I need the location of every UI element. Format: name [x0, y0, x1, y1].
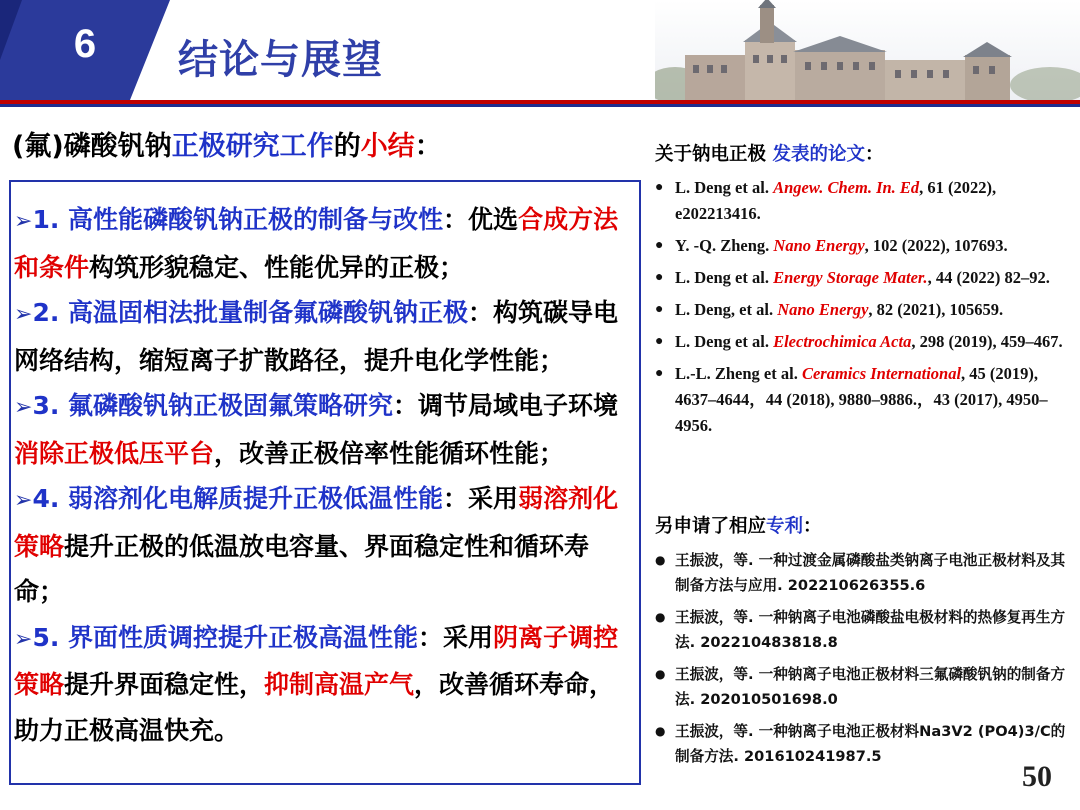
publication-journal: Energy Storage Mater.: [773, 268, 928, 287]
publication-details: , 44 (2022) 82–92.: [927, 268, 1050, 287]
summary-item-highlight: 抑制高温产气: [264, 670, 415, 699]
arrow-icon: ➢: [14, 209, 33, 234]
summary-heading-part: (氟)磷酸钒钠: [12, 131, 172, 162]
summary-item-highlight: 消除正极低压平台: [14, 438, 215, 468]
bullet-icon: ●: [655, 270, 664, 285]
patents-heading-text: 另申请了相应: [655, 516, 767, 537]
summary-item-5: [14, 615, 638, 754]
publications-heading-text: 关于钠电正极: [655, 144, 773, 165]
publication-authors: L. Deng, et al.: [675, 300, 778, 319]
summary-item-1: [14, 197, 638, 290]
summary-item-text: ：采用: [443, 484, 519, 513]
bullet-icon: ●: [655, 334, 664, 349]
summary-item-text: 提升正极的低温放电容量、界面稳定性和循环寿命；: [14, 531, 590, 606]
summary-item-text: ，改善循环寿命，助力正极高温快充。: [14, 670, 615, 745]
summary-item-text: ：优选: [443, 205, 519, 234]
arrow-icon: ➢: [14, 488, 33, 513]
summary-item-text: ：采用: [418, 622, 494, 652]
patent-item: [655, 605, 1073, 655]
publication-authors: L.-L. Zheng et al.: [675, 364, 802, 383]
summary-item-2: [14, 290, 638, 383]
publication-item: [655, 233, 1070, 259]
chapter-number: 6: [73, 22, 97, 66]
publication-details: , 82 (2021), 105659.: [868, 300, 1004, 319]
publications-list: [655, 175, 1070, 445]
arrow-icon: ➢: [14, 395, 33, 420]
arrow-icon: ➢: [14, 626, 33, 652]
header-rule-blue: [0, 104, 1080, 107]
bullet-icon: ●: [655, 302, 664, 317]
publication-authors: L. Deng et al.: [675, 178, 774, 197]
publication-details: , 61 (2022), e202213416.: [675, 178, 997, 223]
summary-list: [14, 197, 638, 753]
patents-heading-colon: ：: [803, 516, 822, 537]
publication-authors: Y. -Q. Zheng.: [675, 236, 774, 255]
summary-item-text: ：构筑碳导电网络结构，缩短离子扩散路径，提升电化学性能；: [14, 298, 619, 375]
publication-journal: Nano Energy: [777, 300, 869, 319]
bullet-icon: ●: [655, 724, 666, 738]
publication-item: [655, 265, 1070, 291]
publication-details: , 298 (2019), 459–467.: [911, 332, 1063, 351]
bullet-icon: ●: [655, 238, 664, 253]
patent-text: 王振波，等. 一种过渡金属磷酸盐类钠离子电池正极材料及其制备方法与应用. 202210626355.6: [675, 552, 1066, 594]
bullet-icon: ●: [655, 180, 664, 195]
publication-details: , 102 (2022), 107693.: [864, 236, 1008, 255]
patent-text: 王振波，等. 一种钠离子电池磷酸盐电极材料的热修复再生方法. 202210483818.8: [675, 609, 1066, 651]
summary-item-lead: 1. 高性能磷酸钒钠正极的制备与改性: [32, 205, 444, 234]
summary-heading-highlight: 小结: [360, 131, 415, 162]
bullet-icon: ●: [655, 667, 666, 681]
summary-heading-part: 的: [333, 131, 361, 162]
publication-item: [655, 329, 1070, 355]
page-number: 50: [1022, 760, 1052, 793]
summary-heading-part: ：: [414, 131, 442, 162]
summary-heading: [12, 124, 442, 163]
summary-heading-highlight: 正极研究工作: [171, 131, 334, 162]
publication-item: [655, 297, 1070, 323]
publications-heading-highlight: 发表的论文: [772, 144, 865, 165]
bullet-icon: ●: [655, 366, 664, 381]
publication-authors: L. Deng et al.: [675, 268, 774, 287]
publication-journal: Ceramics International: [801, 364, 962, 383]
summary-item-lead: 5. 界面性质调控提升正极高温性能: [32, 622, 419, 652]
patent-item: [655, 548, 1073, 598]
patents-list: [655, 548, 1073, 776]
patent-text: 王振波，等. 一种钠离子电池正极材料Na3V2 (PO4)3/C的制备方法. 201610241987.5: [675, 723, 1066, 765]
bullet-icon: ●: [655, 610, 666, 624]
patent-text: 王振波，等. 一种钠离子电池正极材料三氟磷酸钒钠的制备方法. 202010501698.0: [675, 666, 1066, 708]
summary-item-4: [14, 476, 638, 615]
patents-heading: [655, 512, 822, 538]
summary-item-highlight: 合成方法和条件: [14, 205, 619, 282]
publications-heading: [655, 140, 883, 166]
summary-item-highlight: 弱溶剂化策略: [14, 484, 619, 561]
publication-details: , 45 (2019), 4637–4644，44 (2018), 9880–9886.，43 (2017), 4950–4956.: [675, 364, 1048, 435]
publication-journal: Angew. Chem. In. Ed: [773, 178, 920, 197]
summary-item-text: 提升界面稳定性，: [64, 670, 265, 699]
patent-item: [655, 719, 1073, 769]
publication-journal: Electrochimica Acta: [773, 332, 912, 351]
summary-item-lead: 3. 氟磷酸钒钠正极固氟策略研究: [32, 391, 394, 420]
publication-authors: L. Deng et al.: [675, 332, 774, 351]
publication-journal: Nano Energy: [773, 236, 865, 255]
summary-item-3: [14, 383, 638, 476]
campus-building-image: [655, 0, 1080, 100]
summary-item-text: ，改善正极倍率性能循环性能；: [214, 438, 565, 468]
summary-item-lead: 2. 高温固相法批量制备氟磷酸钒钠正极: [32, 298, 469, 327]
arrow-icon: ➢: [14, 302, 33, 327]
patent-item: [655, 662, 1073, 712]
patents-heading-highlight: 专利: [766, 516, 804, 537]
summary-item-highlight: 阴离子调控策略: [14, 622, 619, 699]
publication-item: [655, 361, 1070, 439]
bullet-icon: ●: [655, 553, 666, 567]
summary-item-text: 构筑形貌稳定、性能优异的正极；: [89, 252, 465, 282]
publication-item: [655, 175, 1070, 227]
summary-item-lead: 4. 弱溶剂化电解质提升正极低温性能: [32, 484, 444, 513]
page-title: 结论与展望: [178, 37, 383, 83]
summary-item-text: ：调节局域电子环境: [393, 391, 619, 420]
publications-heading-colon: ：: [864, 144, 884, 165]
